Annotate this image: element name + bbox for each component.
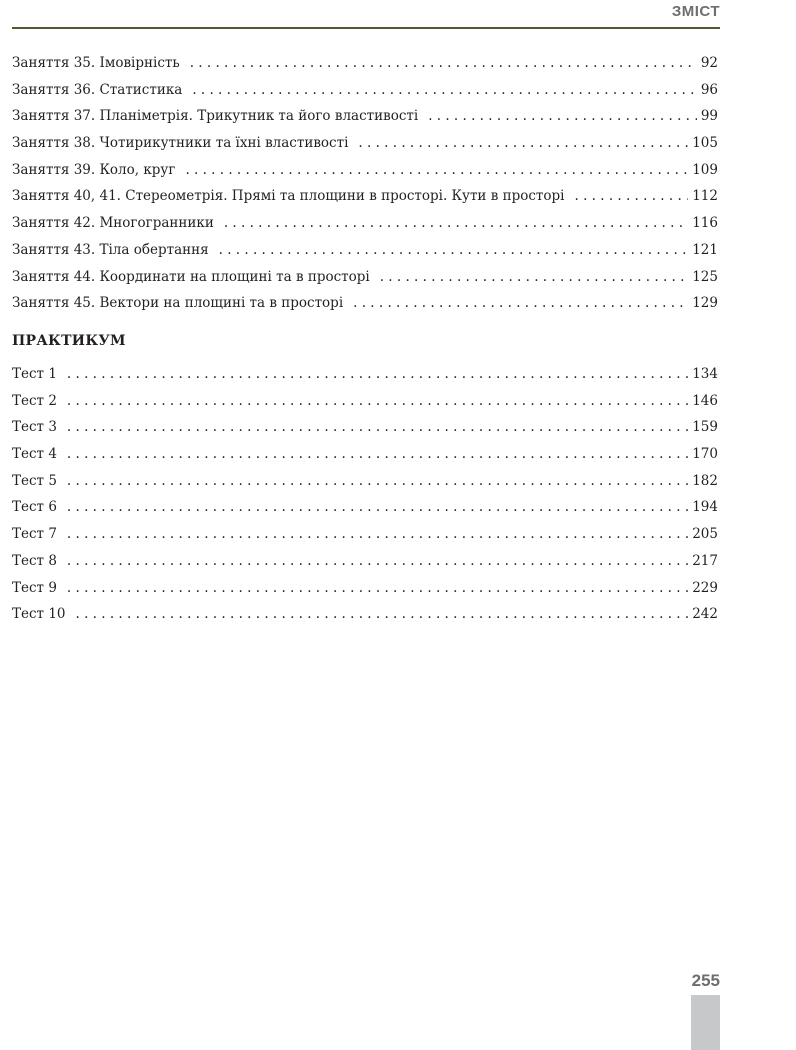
toc-entry-label: Тест 1 xyxy=(12,366,57,382)
toc-entry-page: 129 xyxy=(692,295,718,312)
dot-leader xyxy=(353,290,688,317)
toc-entry[interactable] xyxy=(12,264,718,291)
toc-entry-label: Тест 4 xyxy=(12,446,57,463)
dot-leader xyxy=(67,521,688,548)
dot-leader xyxy=(574,183,688,210)
practicum-section-title: ПРАКТИКУМ xyxy=(12,333,126,349)
dot-leader xyxy=(219,237,689,264)
toc-entry[interactable] xyxy=(12,575,718,602)
dot-leader xyxy=(67,575,688,602)
toc-entry-label: Тест 8 xyxy=(12,552,57,569)
toc-entry-label: Тест 9 xyxy=(12,579,57,596)
dot-leader xyxy=(76,601,689,628)
dot-leader xyxy=(67,361,688,388)
dot-leader xyxy=(67,548,688,575)
toc-entry[interactable] xyxy=(12,601,718,628)
toc-entry-label: Заняття 35. Імовірність xyxy=(12,55,180,71)
toc-entry-page: 121 xyxy=(692,241,718,258)
dot-leader xyxy=(428,103,697,130)
toc-entry-page: 229 xyxy=(692,579,718,596)
toc-entry[interactable] xyxy=(12,210,718,237)
toc-entry-label: Тест 7 xyxy=(12,526,57,543)
toc-entry-page: 242 xyxy=(692,606,718,623)
toc-entry[interactable] xyxy=(12,388,718,415)
dot-leader xyxy=(358,130,688,157)
toc-entry-label: Заняття 45. Вектори на площині та в просторі xyxy=(12,295,344,312)
dot-leader xyxy=(185,157,688,184)
toc-entry[interactable] xyxy=(12,50,718,77)
toc-entry[interactable] xyxy=(12,521,718,548)
dot-leader xyxy=(192,77,697,104)
toc-entry-page: 217 xyxy=(692,552,718,569)
toc-entry-page: 159 xyxy=(692,419,718,436)
running-header-title: ЗМІСТ xyxy=(671,3,720,20)
toc-entry-page: 99 xyxy=(700,108,718,125)
toc-entry-label: Заняття 43. Тіла обертання xyxy=(12,241,209,258)
toc-entry[interactable] xyxy=(12,157,718,184)
toc-entry[interactable] xyxy=(12,290,718,317)
toc-entry-page: 116 xyxy=(692,215,718,232)
toc-entry-label: Заняття 38. Чотирикутники та їхні властивості xyxy=(12,135,349,152)
toc-entry-label: Заняття 44. Координати на площині та в просторі xyxy=(12,268,370,285)
toc-entry[interactable] xyxy=(12,548,718,575)
dot-leader xyxy=(67,441,688,468)
toc-entry-label: Тест 6 xyxy=(12,499,57,516)
toc-entry-label: Тест 5 xyxy=(12,472,57,489)
toc-entry-page: 205 xyxy=(692,526,718,543)
toc-entry-page: 112 xyxy=(692,188,718,205)
toc-entry[interactable] xyxy=(12,77,718,104)
toc-entry[interactable] xyxy=(12,441,718,468)
dot-leader xyxy=(67,494,688,521)
dot-leader xyxy=(380,264,689,291)
toc-entry[interactable] xyxy=(12,183,718,210)
toc-entry[interactable] xyxy=(12,468,718,495)
toc-entry-label: Заняття 36. Статистика xyxy=(12,81,183,98)
toc-entry-page: 146 xyxy=(692,392,718,409)
toc-entry[interactable] xyxy=(12,103,718,130)
toc-entry-label: Заняття 37. Планіметрія. Трикутник та його властивості xyxy=(12,108,419,125)
toc-entry-page: 105 xyxy=(692,135,718,152)
dot-leader xyxy=(224,210,688,237)
header-rule xyxy=(12,27,720,29)
toc-entry-page: 182 xyxy=(692,472,718,489)
toc-entry-label: Тест 3 xyxy=(12,419,57,436)
toc-entry-page: 134 xyxy=(692,366,718,382)
toc-entry[interactable] xyxy=(12,361,718,388)
dot-leader xyxy=(190,50,697,77)
toc-entry-page: 194 xyxy=(692,499,718,516)
toc-entry-page: 92 xyxy=(700,55,718,71)
toc-entry[interactable] xyxy=(12,494,718,521)
toc-entry-page: 109 xyxy=(692,161,718,178)
toc-entry-label: Тест 10 xyxy=(12,606,66,623)
toc-entry[interactable] xyxy=(12,130,718,157)
toc-entry-page: 96 xyxy=(700,81,718,98)
dot-leader xyxy=(67,388,688,415)
toc-lessons-list xyxy=(12,50,718,317)
toc-entry-label: Тест 2 xyxy=(12,392,57,409)
toc-tests-list xyxy=(12,361,718,628)
page-number: 255 xyxy=(691,971,720,990)
toc-entry[interactable] xyxy=(12,414,718,441)
dot-leader xyxy=(67,414,688,441)
toc-entry-page: 170 xyxy=(692,446,718,463)
toc-entry-label: Заняття 39. Коло, круг xyxy=(12,161,176,178)
edge-thumb-tab xyxy=(691,995,720,1050)
toc-entry-page: 125 xyxy=(692,268,718,285)
toc-entry-label: Заняття 42. Многогранники xyxy=(12,215,214,232)
toc-entry[interactable] xyxy=(12,237,718,264)
dot-leader xyxy=(67,468,688,495)
toc-entry-label: Заняття 40, 41. Стереометрія. Прямі та площини в просторі. Кути в просторі xyxy=(12,188,565,205)
